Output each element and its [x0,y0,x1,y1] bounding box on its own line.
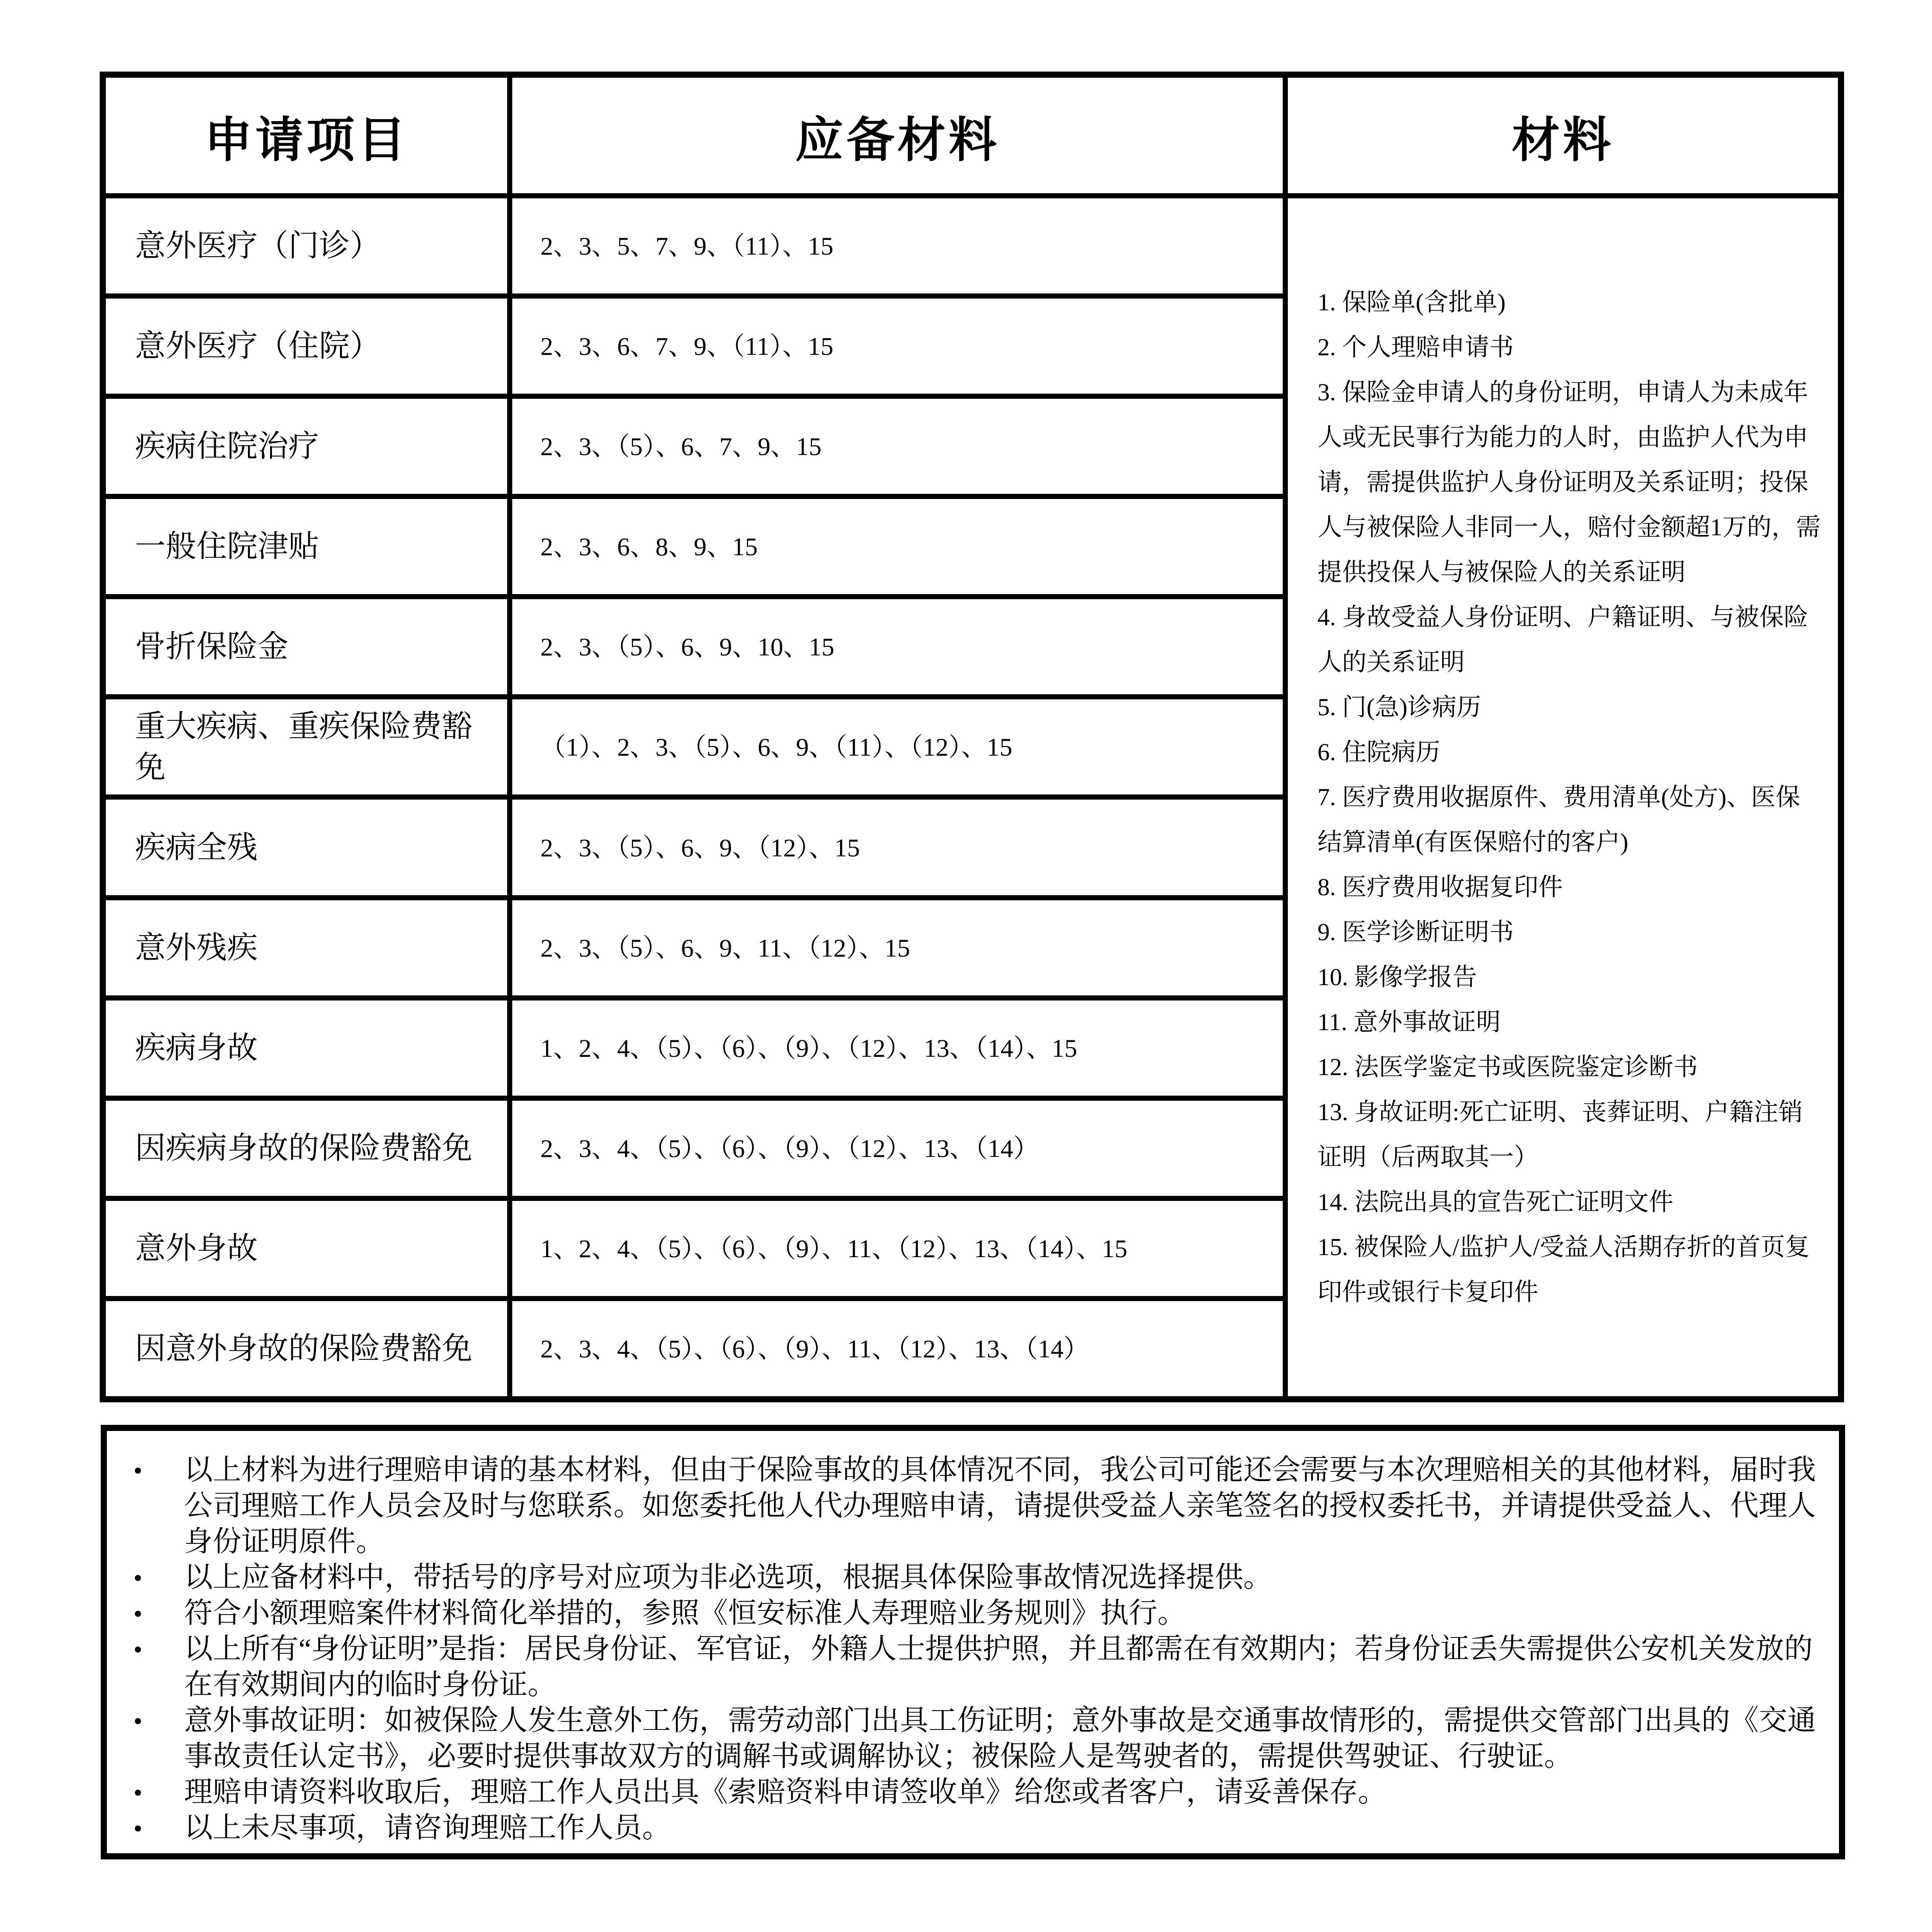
application-item-label: 意外医疗（住院） [135,329,380,363]
materials-list-cell [1288,198,1838,1396]
material-item-text: 10. 影像学报告 [1317,963,1478,991]
required-materials-value: 1、2、4、（5）、（6）、（9）、11、（12）、13、（14）、15 [540,1234,1128,1263]
materials-list [1288,280,1838,1315]
notes-box [101,1425,1845,1859]
notes-list [107,1431,1839,1846]
application-item-cell [106,900,512,995]
material-item-text: 11. 意外事故证明 [1317,1008,1501,1036]
material-item [1317,1090,1823,1180]
bullet-icon: • [133,1814,143,1843]
application-item-cell [106,499,512,594]
application-item-cell [106,1101,512,1196]
material-item-text: 15. 被保险人/监护人/受益人活期存折的首页复印件或银行卡复印件 [1317,1233,1810,1306]
required-materials-cell [512,1001,1283,1096]
required-materials-value: 2、3、（5）、6、9、10、15 [540,632,834,662]
application-item-label: 重大疾病、重疾保险费豁免 [135,710,472,785]
material-item [1317,370,1823,595]
required-materials-cell [512,1201,1283,1296]
material-item-text: 14. 法院出具的宣告死亡证明文件 [1317,1188,1674,1216]
note-item [107,1631,1839,1703]
table-row [106,900,1283,1001]
required-materials-value: 2、3、4、（5）、（6）、（9）、（12）、13、（14） [540,1133,1039,1163]
application-item-label: 意外残疾 [135,930,258,965]
bullet-icon: • [133,1778,143,1807]
table-row [106,1101,1283,1201]
material-item [1317,325,1823,370]
material-item-text: 8. 医疗费用收据复印件 [1317,873,1563,901]
required-materials-value: 2、3、4、（5）、（6）、（9）、11、（12）、13、（14） [540,1334,1089,1363]
table-row [106,800,1283,900]
bullet-icon: • [133,1599,143,1628]
application-item-cell [106,299,512,394]
application-item-cell [106,699,512,794]
material-item [1317,595,1823,685]
table-row [106,1201,1283,1301]
material-item [1317,910,1823,955]
claim-rows [106,198,1288,1396]
table-header-row [106,78,1838,198]
material-item [1317,1225,1823,1315]
application-item-cell [106,800,512,895]
col-header-materials: 材料 [1511,113,1614,167]
application-item-label: 疾病住院治疗 [135,429,319,464]
application-item-cell [106,599,512,694]
table-row [106,399,1283,499]
required-materials-cell [512,1101,1283,1196]
col-header-application-item: 申请项目 [106,78,512,193]
note-text: 以上所有“身份证明”是指：居民身份证、军官证，外籍人士提供护照，并且都需在有效期内；若身份证丢失需提供公安机关发放的在有效期间内的临时身份证。 [184,1633,1813,1701]
material-item [1317,1180,1823,1225]
claim-requirements-table [100,72,1844,1402]
required-materials-cell [512,299,1283,394]
material-item [1317,775,1823,865]
material-item [1317,730,1823,775]
note-text: 以上未尽事项，请咨询理赔工作人员。 [184,1812,671,1844]
application-item-label: 因疾病身故的保险费豁免 [135,1131,472,1165]
note-item [107,1775,1839,1810]
material-item [1317,865,1823,910]
material-item-text: 2. 个人理赔申请书 [1317,333,1514,361]
note-text: 以上应备材料中，带括号的序号对应项为非必选项，根据具体保险事故情况选择提供。 [184,1562,1272,1594]
bullet-icon: • [133,1707,143,1735]
required-materials-cell [512,399,1283,494]
note-item [107,1452,1839,1560]
bullet-icon: • [133,1456,143,1485]
table-row [106,499,1283,599]
required-materials-cell [512,699,1283,794]
required-materials-cell [512,198,1283,293]
material-item [1317,955,1823,1000]
table-row [106,299,1283,399]
required-materials-value: 2、3、6、7、9、（11）、15 [540,332,834,361]
table-row [106,1301,1283,1396]
table-row [106,198,1283,299]
material-item-text: 4. 身故受益人身份证明、户籍证明、与被保险人的关系证明 [1317,603,1809,676]
application-item-label: 意外身故 [135,1231,258,1265]
required-materials-value: 2、3、（5）、6、9、11、（12）、15 [540,933,911,962]
required-materials-value: 1、2、4、（5）、（6）、（9）、（12）、13、（14）、15 [540,1033,1077,1062]
note-text: 意外事故证明：如被保险人发生意外工伤，需劳动部门出具工伤证明；意外事故是交通事故情形的，需提供交管部门出具的《交通事故责任认定书》，必要时提供事故双方的调解书或调解协议；被保险人是驾驶者的，需提供驾驶证、行驶证。 [184,1705,1816,1772]
application-item-label: 因意外身故的保险费豁免 [135,1331,472,1366]
application-item-label: 疾病全残 [135,830,258,865]
required-materials-value: 2、3、5、7、9、（11）、15 [540,232,834,261]
material-item-text: 13. 身故证明:死亡证明、丧葬证明、户籍注销证明（后两取其一） [1317,1098,1803,1171]
note-item [107,1810,1839,1846]
material-item [1317,280,1823,325]
material-item-text: 6. 住院病历 [1317,738,1441,766]
material-item [1317,1000,1823,1045]
table-row [106,599,1283,699]
bullet-icon: • [133,1635,143,1664]
application-item-label: 疾病身故 [135,1031,258,1065]
note-item [107,1703,1839,1775]
material-item-text: 12. 法医学鉴定书或医院鉴定诊断书 [1317,1053,1698,1081]
application-item-label: 意外医疗（门诊） [135,229,380,263]
material-item [1317,685,1823,730]
material-item-text: 7. 医疗费用收据原件、费用清单(处方)、医保结算清单(有医保赔付的客户) [1317,783,1800,856]
application-item-label: 骨折保险金 [135,630,288,664]
note-item [107,1560,1839,1596]
table-body [106,198,1838,1396]
required-materials-value: 2、3、6、8、9、15 [540,532,758,561]
required-materials-cell [512,1301,1283,1396]
required-materials-cell [512,900,1283,995]
material-item-text: 3. 保险金申请人的身份证明，申请人为未成年人或无民事行为能力的人时，由监护人代为申请，需提供监护人身份证明及关系证明；投保人与被保险人非同一人，赔付金额超1万的，需提供投保人与被保险人的关系证明 [1317,378,1821,586]
note-text: 理赔申请资料收取后，理赔工作人员出具《索赔资料申请签收单》给您或者客户，请妥善保存。 [184,1777,1387,1808]
material-item-text: 1. 保险单(含批单) [1317,288,1506,316]
application-item-cell [106,399,512,494]
material-item-text: 9. 医学诊断证明书 [1317,918,1514,946]
table-row [106,699,1283,800]
required-materials-cell [512,499,1283,594]
application-item-label: 一般住院津贴 [135,530,319,564]
application-item-cell [106,198,512,293]
material-item-text: 5. 门(急)诊病历 [1317,693,1481,721]
required-materials-cell [512,800,1283,895]
col-header-required-materials: 应备材料 [512,78,1288,193]
note-text: 以上材料为进行理赔申请的基本材料，但由于保险事故的具体情况不同，我公司可能还会需要与本次理赔相关的其他材料，届时我公司理赔工作人员会及时与您联系。如您委托他人代办理赔申请，请提供受益人亲笔签名的授权委托书，并请提供受益人、代理人身份证明原件。 [184,1454,1816,1558]
application-item-cell [106,1301,512,1396]
bullet-icon: • [133,1563,143,1592]
required-materials-value: （1）、2、3、（5）、6、9、（11）、（12）、15 [540,733,1013,762]
required-materials-value: 2、3、（5）、6、9、（12）、15 [540,833,860,862]
application-item-cell [106,1201,512,1296]
required-materials-value: 2、3、（5）、6、7、9、15 [540,432,822,461]
table-row [106,1001,1283,1101]
note-text: 符合小额理赔案件材料简化举措的，参照《恒安标准人寿理赔业务规则》执行。 [184,1598,1186,1629]
note-item [107,1596,1839,1631]
material-item [1317,1045,1823,1090]
application-item-cell [106,1001,512,1096]
required-materials-cell [512,599,1283,694]
